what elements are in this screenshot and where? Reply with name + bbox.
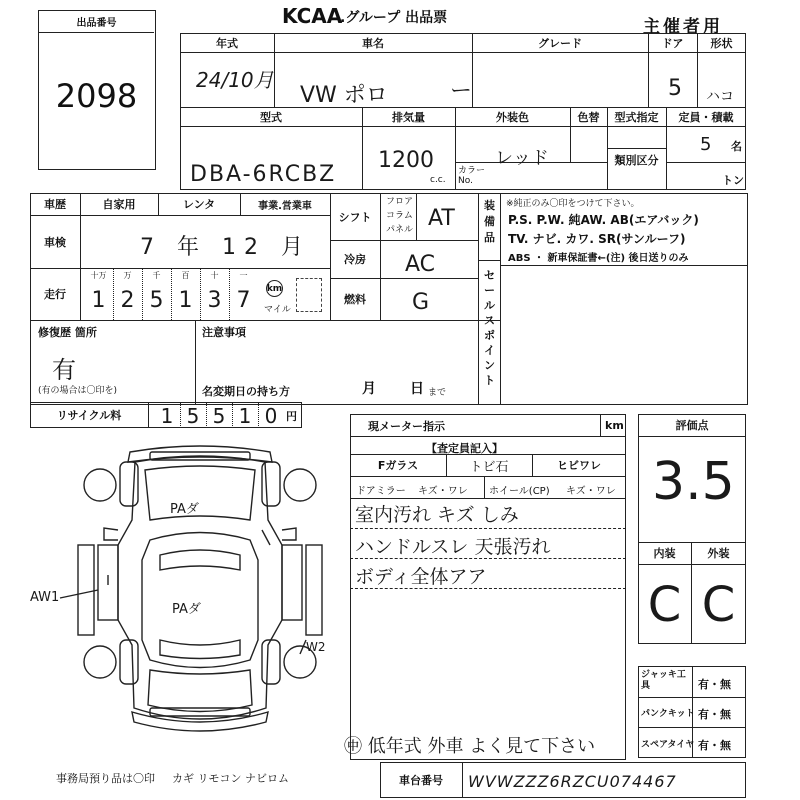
inspection-value: 7 年 12 月 <box>140 235 311 260</box>
mileage-digit: 3 <box>207 288 222 313</box>
mileage-unit-label: 万 <box>123 271 132 280</box>
mark-hood: PAダ <box>170 502 199 517</box>
wheel-damage: キズ・ワレ <box>566 486 616 497</box>
equipment-note: ※純正のみ〇印をつけて下さい。 <box>506 199 640 209</box>
lot-number: 2098 <box>55 77 138 115</box>
deadline-day: 日 <box>410 381 424 397</box>
mileage-divider <box>229 268 230 320</box>
history-rental: レンタ <box>182 198 216 211</box>
inspector-label: 【査定員記入】 <box>426 442 503 455</box>
mileage-divider <box>142 268 143 320</box>
comment-1: 室内汚れ キズ しみ <box>355 504 519 526</box>
exterior-label: 外装 <box>707 547 730 560</box>
wheel-label: ホイール(CP) <box>489 486 550 497</box>
equipment-line-2: TV. ナビ. カワ. SR(サンルーフ) <box>508 232 686 246</box>
equipment-line-3: ABS ・ 新車保証書←(注) 後日送りのみ <box>508 253 689 264</box>
deadline-label: 名変期日の持ち方 <box>202 385 290 398</box>
doors-label: ドア <box>661 36 684 50</box>
mark-right: W2 <box>306 640 326 654</box>
displacement-value: 1200 <box>378 148 434 173</box>
repair-note: (有の場合は〇印を) <box>38 386 118 396</box>
key-note: カギ リモコン ナビロム <box>172 772 289 785</box>
fuel-value: G <box>412 290 430 315</box>
equipment-label: 装 備 品 <box>484 199 495 244</box>
crack-label: ヒビワレ <box>557 459 601 472</box>
interior-label: 内装 <box>653 547 676 560</box>
score-value: 3.5 <box>652 452 735 512</box>
mileage-divider <box>113 268 114 320</box>
recycle-digit: 5 <box>186 404 200 428</box>
inspector-footer: ㊥ 低年式 外車 よく見て下さい <box>344 736 596 757</box>
organizer-use: 主催者用 <box>643 17 723 37</box>
ac-value: AC <box>405 252 436 277</box>
ac-label: 冷房 <box>344 253 366 266</box>
color-no-label: カラー No. <box>458 166 486 186</box>
repair-label: 修復歴 箇所 <box>38 326 97 339</box>
capacity-value: 5 <box>700 134 712 155</box>
comment-3: ボディ全体アア <box>355 566 487 588</box>
tool-jack-value: 有・無 <box>698 678 731 691</box>
interior-grade: C <box>647 577 682 633</box>
lot-number-box <box>38 10 156 170</box>
history-business: 事業.営業車 <box>258 200 312 212</box>
recycle-digit: 1 <box>160 404 174 428</box>
mirror-damage: キズ・ワレ <box>418 486 468 497</box>
meter-unit: km <box>605 419 624 432</box>
office-note: 事務局預り品は〇印 <box>56 772 155 785</box>
recycle-divider <box>232 402 233 428</box>
grade-value: ー <box>450 79 473 104</box>
mileage-divider <box>200 268 201 320</box>
shift-panel: パネル <box>386 225 414 235</box>
mileage-digit: 5 <box>149 288 164 313</box>
exterior-grade: C <box>701 577 736 633</box>
lot-number-label: 出品番号 <box>39 11 154 33</box>
mileage-unit-label: 千 <box>152 271 161 280</box>
deadline-month: 月 <box>362 381 376 397</box>
capacity-unit: 名 <box>731 140 742 153</box>
model-value: DBA-6RCBZ <box>190 162 337 187</box>
mileage-unit-label: 一 <box>239 271 248 280</box>
recycle-digit: 1 <box>238 404 252 428</box>
mileage-digit: 2 <box>120 288 135 313</box>
tool-jack-label: ジャッキ工具 <box>641 670 686 691</box>
name-value: VW ポロ <box>300 83 388 108</box>
shape-value: ハコ <box>706 89 734 105</box>
mark-left: AW1 <box>30 590 60 605</box>
inspection-label: 車検 <box>44 235 66 249</box>
deadline-until: まで <box>428 388 447 398</box>
year-label: 年式 <box>216 36 238 50</box>
score-label: 評価点 <box>675 419 709 432</box>
equipment-line-1: P.S. P.W. 純AW. AB(エアバック) <box>508 213 699 227</box>
recycle-divider <box>206 402 207 428</box>
shift-label: シフト <box>338 210 372 224</box>
brand-logo: KCAA <box>282 4 343 28</box>
name-label: 車名 <box>362 36 384 50</box>
mileage-label: 走行 <box>44 288 66 301</box>
repaint-label: 色替 <box>577 110 600 124</box>
mirror-label: ドアミラー <box>356 486 406 497</box>
tool-repair-kit-label: パンクキット <box>641 709 695 719</box>
history-private: 自家用 <box>102 198 136 211</box>
load-unit: トン <box>722 174 744 187</box>
exterior-color-value: レッド <box>495 148 549 169</box>
chip-stone-label: トビ 石 <box>469 459 509 475</box>
mileage-unit-label: 百 <box>181 271 190 280</box>
recycle-digit: 5 <box>212 404 226 428</box>
mile-label: マイル <box>264 305 291 315</box>
grade-label: グレード <box>538 36 582 50</box>
history-label: 車歴 <box>44 198 66 211</box>
recycle-digit: 0 <box>264 404 278 428</box>
notes-label: 注意事項 <box>202 326 246 339</box>
exterior-color-label: 外装色 <box>496 110 529 124</box>
doors-value: 5 <box>668 76 682 101</box>
recycle-label: リサイクル料 <box>56 409 122 422</box>
sheet-title: .グループ 出品票 <box>340 10 448 26</box>
f-glass-label: Fガラス <box>377 459 419 472</box>
comment-2: ハンドルスレ 天張汚れ <box>355 536 551 558</box>
km-label: km <box>266 280 283 297</box>
recycle-divider <box>180 402 181 428</box>
mileage-divider <box>171 268 172 320</box>
recycle-divider <box>258 402 259 428</box>
chassis-label: 車台番号 <box>399 774 443 787</box>
capacity-label: 定員・積載 <box>678 110 734 124</box>
mileage-unit-label: 十 <box>210 271 219 280</box>
mileage-digit: 1 <box>91 288 106 313</box>
mileage-unit-box <box>296 278 322 312</box>
shift-floor: フロア <box>386 197 414 207</box>
designation-label: 型式指定 <box>614 110 659 124</box>
mileage-digit: 1 <box>178 288 193 313</box>
meter-label: 現メーター指示 <box>368 420 445 433</box>
displacement-label: 排気量 <box>392 110 425 124</box>
cc-unit: c.c. <box>430 175 446 185</box>
recycle-unit: 円 <box>286 410 297 423</box>
chassis-value: WVWZZZ6RZCU074467 <box>468 772 677 791</box>
tool-spare-tire-label: スペアタイヤ <box>641 740 695 750</box>
shape-label: 形状 <box>710 36 733 50</box>
model-label: 型式 <box>260 110 282 124</box>
mileage-digit: 7 <box>236 288 251 313</box>
shift-column: コラム <box>386 211 413 221</box>
mileage-unit-label: 十万 <box>90 271 107 280</box>
fuel-label: 燃料 <box>344 293 366 306</box>
shift-value: AT <box>428 206 455 231</box>
category-label: 類別区分 <box>614 153 659 167</box>
mark-roof: PAダ <box>172 602 201 617</box>
tool-spare-tire-value: 有・無 <box>698 739 731 752</box>
tool-repair-kit-value: 有・無 <box>698 708 731 721</box>
repair-value: 有 <box>52 356 76 384</box>
year-value: 24/10月 <box>196 68 274 92</box>
sales-point-label: セ ー ル ス ポ イ ン ト <box>484 269 495 387</box>
